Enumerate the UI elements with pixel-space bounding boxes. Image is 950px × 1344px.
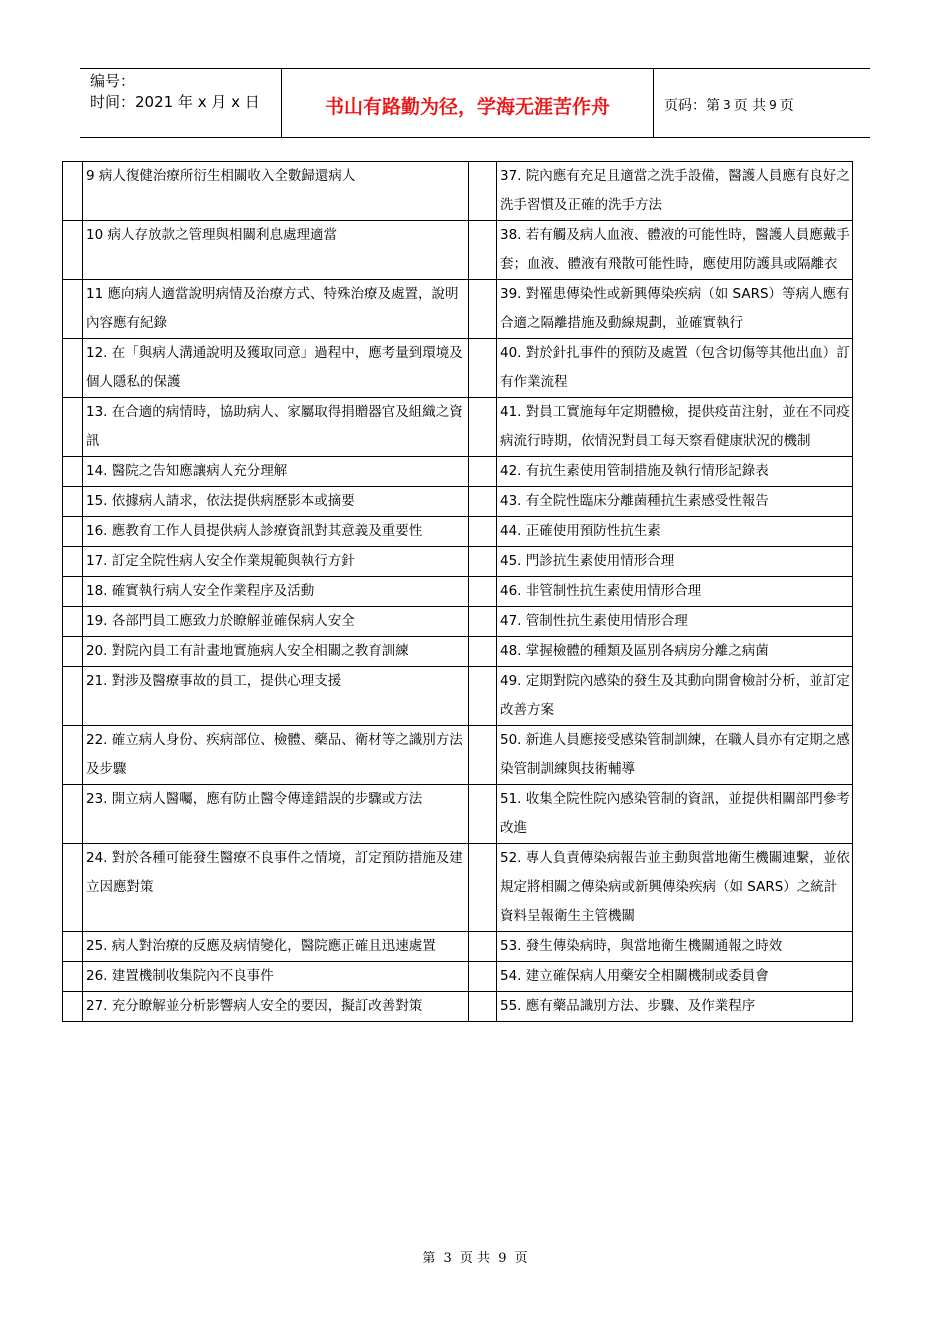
- row-margin-cell: [63, 487, 83, 517]
- criterion-left-cell: 14. 醫院之告知應讓病人充分理解: [83, 457, 469, 487]
- criterion-left-cell: 15. 依據病人請求，依法提供病歷影本或摘要: [83, 487, 469, 517]
- row-gap-cell: [469, 517, 497, 547]
- row-margin-cell: [63, 280, 83, 339]
- criterion-left-cell: 22. 確立病人身份、疾病部位、檢體、藥品、衛材等之識別方法及步驟: [83, 726, 469, 785]
- row-gap-cell: [469, 487, 497, 517]
- row-margin-cell: [63, 339, 83, 398]
- table-row: [63, 547, 853, 577]
- criterion-left-cell: 26. 建置機制收集院內不良事件: [83, 962, 469, 992]
- row-gap-cell: [469, 398, 497, 457]
- page-middle: 页 共: [733, 98, 767, 114]
- table-row: [63, 844, 853, 932]
- footer-middle: 页 共: [459, 1251, 491, 1266]
- page-prefix: 页码：第: [664, 98, 720, 114]
- row-margin-cell: [63, 992, 83, 1022]
- row-margin-cell: [63, 398, 83, 457]
- table-row: [63, 517, 853, 547]
- document-time-label: 时间：2021 年 x 月 x 日: [90, 93, 260, 111]
- criterion-right-cell: 48. 掌握檢體的種類及區別各病房分離之病菌: [497, 637, 853, 667]
- criterion-right-cell: 41. 對員工實施每年定期體檢，提供疫苗注射，並在不同疫病流行時期，依情況對員工每天察看健康狀況的機制: [497, 398, 853, 457]
- row-margin-cell: [63, 547, 83, 577]
- page-current: 3: [723, 98, 731, 112]
- footer-prefix: 第: [422, 1251, 436, 1266]
- criteria-table-body: [63, 162, 853, 1022]
- criterion-right-cell: 43. 有全院性臨床分離菌種抗生素感受性報告: [497, 487, 853, 517]
- row-gap-cell: [469, 457, 497, 487]
- row-gap-cell: [469, 667, 497, 726]
- row-gap-cell: [469, 577, 497, 607]
- footer-suffix: 页: [514, 1251, 528, 1266]
- criterion-right-cell: 53. 發生傳染病時，與當地衛生機關通報之時效: [497, 932, 853, 962]
- row-margin-cell: [63, 607, 83, 637]
- criterion-left-cell: 11 應向病人適當說明病情及治療方式、特殊治療及處置，說明內容應有紀錄: [83, 280, 469, 339]
- criterion-right-cell: 42. 有抗生素使用管制措施及執行情形記錄表: [497, 457, 853, 487]
- criterion-right-cell: 47. 管制性抗生素使用情形合理: [497, 607, 853, 637]
- page-total: 9: [769, 98, 777, 112]
- page-footer: [0, 1247, 950, 1266]
- row-gap-cell: [469, 607, 497, 637]
- header-motto: 书山有路勤为径，学海无涯苦作舟: [282, 69, 654, 137]
- row-margin-cell: [63, 726, 83, 785]
- criterion-left-cell: 12. 在「與病人溝通說明及獲取同意」過程中，應考量到環境及個人隱私的保護: [83, 339, 469, 398]
- criterion-left-cell: 19. 各部門員工應致力於瞭解並確保病人安全: [83, 607, 469, 637]
- table-row: [63, 221, 853, 280]
- table-row: [63, 607, 853, 637]
- criterion-left-cell: 17. 訂定全院性病人安全作業規範與執行方針: [83, 547, 469, 577]
- row-gap-cell: [469, 785, 497, 844]
- table-row: [63, 726, 853, 785]
- row-margin-cell: [63, 221, 83, 280]
- row-gap-cell: [469, 726, 497, 785]
- row-gap-cell: [469, 992, 497, 1022]
- row-gap-cell: [469, 280, 497, 339]
- row-gap-cell: [469, 844, 497, 932]
- row-gap-cell: [469, 962, 497, 992]
- table-row: [63, 457, 853, 487]
- header-page-indicator: [654, 69, 870, 137]
- criterion-right-cell: 45. 門診抗生素使用情形合理: [497, 547, 853, 577]
- criterion-right-cell: 44. 正確使用預防性抗生素: [497, 517, 853, 547]
- criteria-table: [62, 161, 853, 1022]
- table-row: [63, 992, 853, 1022]
- row-gap-cell: [469, 162, 497, 221]
- criterion-left-cell: 20. 對院內員工有計畫地實施病人安全相關之教育訓練: [83, 637, 469, 667]
- table-row: [63, 667, 853, 726]
- criterion-left-cell: 21. 對涉及醫療事故的員工，提供心理支援: [83, 667, 469, 726]
- criterion-right-cell: 37. 院內應有充足且適當之洗手設備，醫護人員應有良好之洗手習慣及正確的洗手方法: [497, 162, 853, 221]
- table-row: [63, 962, 853, 992]
- criterion-right-cell: 54. 建立確保病人用藥安全相關機制或委員會: [497, 962, 853, 992]
- table-row: [63, 398, 853, 457]
- criterion-right-cell: 49. 定期對院內感染的發生及其動向開會檢討分析，並訂定改善方案: [497, 667, 853, 726]
- criterion-left-cell: 25. 病人對治療的反應及病情變化，醫院應正確且迅速處置: [83, 932, 469, 962]
- criterion-right-cell: 55. 應有藥品識別方法、步驟、及作業程序: [497, 992, 853, 1022]
- row-gap-cell: [469, 932, 497, 962]
- table-row: [63, 637, 853, 667]
- row-margin-cell: [63, 962, 83, 992]
- page-header: [80, 68, 870, 138]
- criterion-left-cell: 23. 開立病人醫囑，應有防止醫令傳達錯誤的步驟或方法: [83, 785, 469, 844]
- page-suffix: 页: [779, 98, 794, 114]
- row-margin-cell: [63, 785, 83, 844]
- row-gap-cell: [469, 339, 497, 398]
- criterion-left-cell: 16. 應教育工作人員提供病人診療資訊對其意義及重要性: [83, 517, 469, 547]
- row-gap-cell: [469, 547, 497, 577]
- criterion-right-cell: 51. 收集全院性院內感染管制的資訊，並提供相關部門參考改進: [497, 785, 853, 844]
- row-gap-cell: [469, 637, 497, 667]
- criterion-right-cell: 39. 對罹患傳染性或新興傳染疾病（如 SARS）等病人應有合適之隔離措施及動線規劃，並確實執行: [497, 280, 853, 339]
- footer-current: 3: [443, 1251, 452, 1266]
- row-margin-cell: [63, 667, 83, 726]
- criterion-right-cell: 50. 新進人員應接受感染管制訓練，在職人員亦有定期之感染管制訓練與技術輔導: [497, 726, 853, 785]
- document-number-label: 编号：: [90, 72, 136, 90]
- criterion-left-cell: 24. 對於各種可能發生醫療不良事件之情境，訂定預防措施及建立因應對策: [83, 844, 469, 932]
- criterion-right-cell: 38. 若有觸及病人血液、體液的可能性時，醫護人員應戴手套；血液、體液有飛散可能性時，應使用防護具或隔離衣: [497, 221, 853, 280]
- row-margin-cell: [63, 637, 83, 667]
- row-margin-cell: [63, 517, 83, 547]
- criterion-left-cell: 10 病人存放款之管理與相關利息處理適當: [83, 221, 469, 280]
- row-margin-cell: [63, 932, 83, 962]
- row-gap-cell: [469, 221, 497, 280]
- table-row: [63, 339, 853, 398]
- table-row: [63, 932, 853, 962]
- row-margin-cell: [63, 577, 83, 607]
- criterion-left-cell: 13. 在合適的病情時，協助病人、家屬取得捐贈器官及組織之資訊: [83, 398, 469, 457]
- criterion-right-cell: 40. 對於針扎事件的預防及處置（包含切傷等其他出血）訂有作業流程: [497, 339, 853, 398]
- row-margin-cell: [63, 457, 83, 487]
- table-row: [63, 487, 853, 517]
- footer-total: 9: [498, 1251, 507, 1266]
- table-row: [63, 162, 853, 221]
- table-row: [63, 280, 853, 339]
- header-meta: [80, 69, 282, 137]
- row-margin-cell: [63, 844, 83, 932]
- table-row: [63, 577, 853, 607]
- criterion-left-cell: 18. 確實執行病人安全作業程序及活動: [83, 577, 469, 607]
- criterion-right-cell: 52. 專人負責傳染病報告並主動與當地衛生機關連繫，並依規定將相關之傳染病或新興傳染疾病（如 SARS）之統計資料呈報衛生主管機關: [497, 844, 853, 932]
- criterion-right-cell: 46. 非管制性抗生素使用情形合理: [497, 577, 853, 607]
- criterion-left-cell: 9 病人復健治療所衍生相關收入全數歸還病人: [83, 162, 469, 221]
- row-margin-cell: [63, 162, 83, 221]
- criterion-left-cell: 27. 充分瞭解並分析影響病人安全的要因，擬訂改善對策: [83, 992, 469, 1022]
- table-row: [63, 785, 853, 844]
